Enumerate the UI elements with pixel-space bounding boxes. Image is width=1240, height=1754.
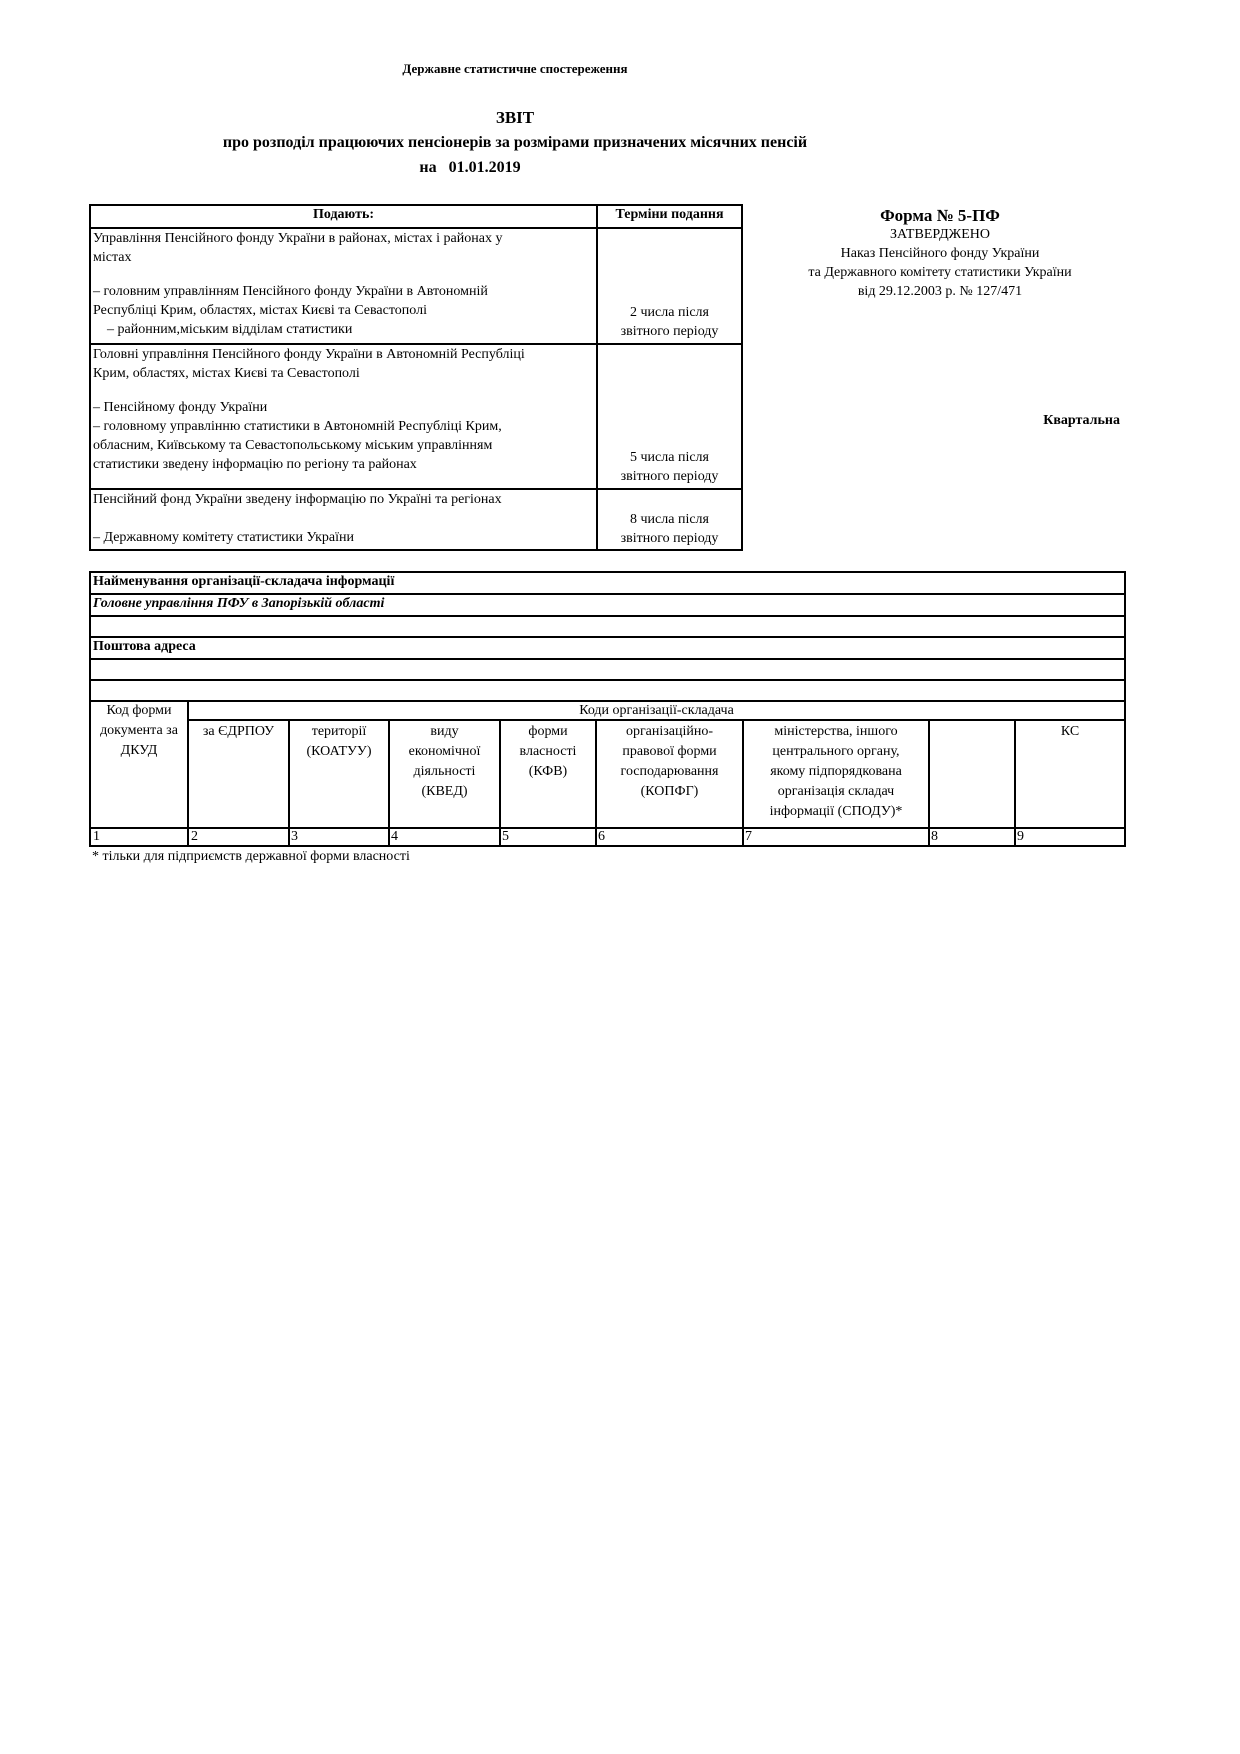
term-line: звітного періоду xyxy=(620,469,719,484)
line: – Державному комітету статистики України xyxy=(93,530,355,545)
row-divider xyxy=(91,679,1124,681)
column-number: 5 xyxy=(502,829,509,844)
column-number: 8 xyxy=(931,829,938,844)
column-number: 1 xyxy=(93,829,100,844)
line: – головному управлінню статистики в Автономній Республіці Крим, xyxy=(93,419,502,434)
form-approval-block xyxy=(760,206,1120,301)
column-header: території (КОАТУУ) xyxy=(306,724,372,759)
term-line: 2 числа після xyxy=(630,305,709,320)
column-header: міністерства, іншого центрального органу, якому підпорядкована організація складач інформації (СПОДУ)* xyxy=(769,724,903,819)
column-header: за ЄДРПОУ xyxy=(202,724,275,739)
line: містах xyxy=(93,250,132,265)
form-number: Форма № 5-ПФ xyxy=(880,206,1000,225)
column-header: виду економічної діяльності (КВЕД) xyxy=(408,724,481,799)
column-header: організаційно-правової форми господарювання (КОПФГ) xyxy=(620,724,719,799)
row-divider xyxy=(91,593,1124,595)
term-line: 5 числа після xyxy=(630,450,709,465)
org-name-label: Найменування організації-складача інформації xyxy=(93,574,395,589)
row-divider xyxy=(91,658,1124,660)
line: Головні управління Пенсійного фонду України в Автономній Республіці xyxy=(93,347,525,362)
order-line: Наказ Пенсійного фонду України xyxy=(840,246,1040,261)
column-number: 2 xyxy=(191,829,198,844)
term-row-2 xyxy=(598,448,741,486)
submission-table xyxy=(89,204,743,551)
term-row-3 xyxy=(598,510,741,548)
codes-header: Коди організації-складача xyxy=(579,703,734,718)
term-line: звітного періоду xyxy=(620,531,719,546)
column-number: 6 xyxy=(598,829,605,844)
org-name-value: Головне управління ПФУ в Запорізькій області xyxy=(93,596,385,611)
report-title: ЗВІТ xyxy=(495,108,535,127)
submitter-row-3 xyxy=(93,490,593,547)
submitter-row-2 xyxy=(93,345,593,474)
line: Крим, областях, містах Києві та Севастополі xyxy=(93,366,360,381)
line: Пенсійний фонд України зведену інформацію по Україні та регіонах xyxy=(93,492,502,507)
column-divider xyxy=(596,206,598,549)
row-divider xyxy=(91,827,1124,829)
column-number: 4 xyxy=(391,829,398,844)
column-number: 7 xyxy=(745,829,752,844)
term-line: 8 числа після xyxy=(630,512,709,527)
report-subtitle: про розподіл працюючих пенсіонерів за розмірами призначених місячних пенсій xyxy=(222,134,808,151)
periodicity-label: Квартальна xyxy=(1043,413,1120,428)
line: – районним,міським відділам статистики xyxy=(93,322,353,337)
submitter-row-1 xyxy=(93,229,593,339)
organization-table xyxy=(89,571,1126,847)
order-line: та Державного комітету статистики України xyxy=(808,265,1072,280)
line xyxy=(93,509,593,528)
column-divider xyxy=(928,719,930,845)
term-row-1 xyxy=(598,303,741,341)
line: Управління Пенсійного фонду України в районах, містах і районах у xyxy=(93,231,503,246)
order-line: від 29.12.2003 р. № 127/471 xyxy=(857,284,1023,299)
approved-label: ЗАТВЕРДЖЕНО xyxy=(890,227,990,242)
postal-address-label: Поштова адреса xyxy=(93,639,196,654)
line: обласним, Київському та Севастопольському міським управлінням xyxy=(93,438,493,453)
terms-header: Терміни подання xyxy=(615,207,724,222)
line: – Пенсійному фонду України xyxy=(93,400,268,415)
column-header: КС xyxy=(1060,724,1080,739)
report-date: на 01.01.2019 xyxy=(419,159,521,176)
column-header: форми власності (КФВ) xyxy=(519,724,577,779)
survey-type: Державне статистичне спостереження xyxy=(402,61,628,76)
line: Республіці Крим, областях, містах Києві та Севастополі xyxy=(93,303,427,318)
row-divider xyxy=(91,615,1124,617)
line: статистики зведену інформацію по регіону та районах xyxy=(93,457,417,472)
line: – головним управлінням Пенсійного фонду України в Автономній xyxy=(93,284,488,299)
column-number: 9 xyxy=(1017,829,1024,844)
submitters-header: Подають: xyxy=(312,207,375,222)
row-divider xyxy=(91,636,1124,638)
line xyxy=(93,383,593,398)
footnote: * тільки для підприємств державної форми власності xyxy=(92,849,410,864)
term-line: звітного періоду xyxy=(620,324,719,339)
column-number: 3 xyxy=(291,829,298,844)
code-form-header: Код форми документа за ДКУД xyxy=(100,703,178,758)
line xyxy=(93,267,593,282)
